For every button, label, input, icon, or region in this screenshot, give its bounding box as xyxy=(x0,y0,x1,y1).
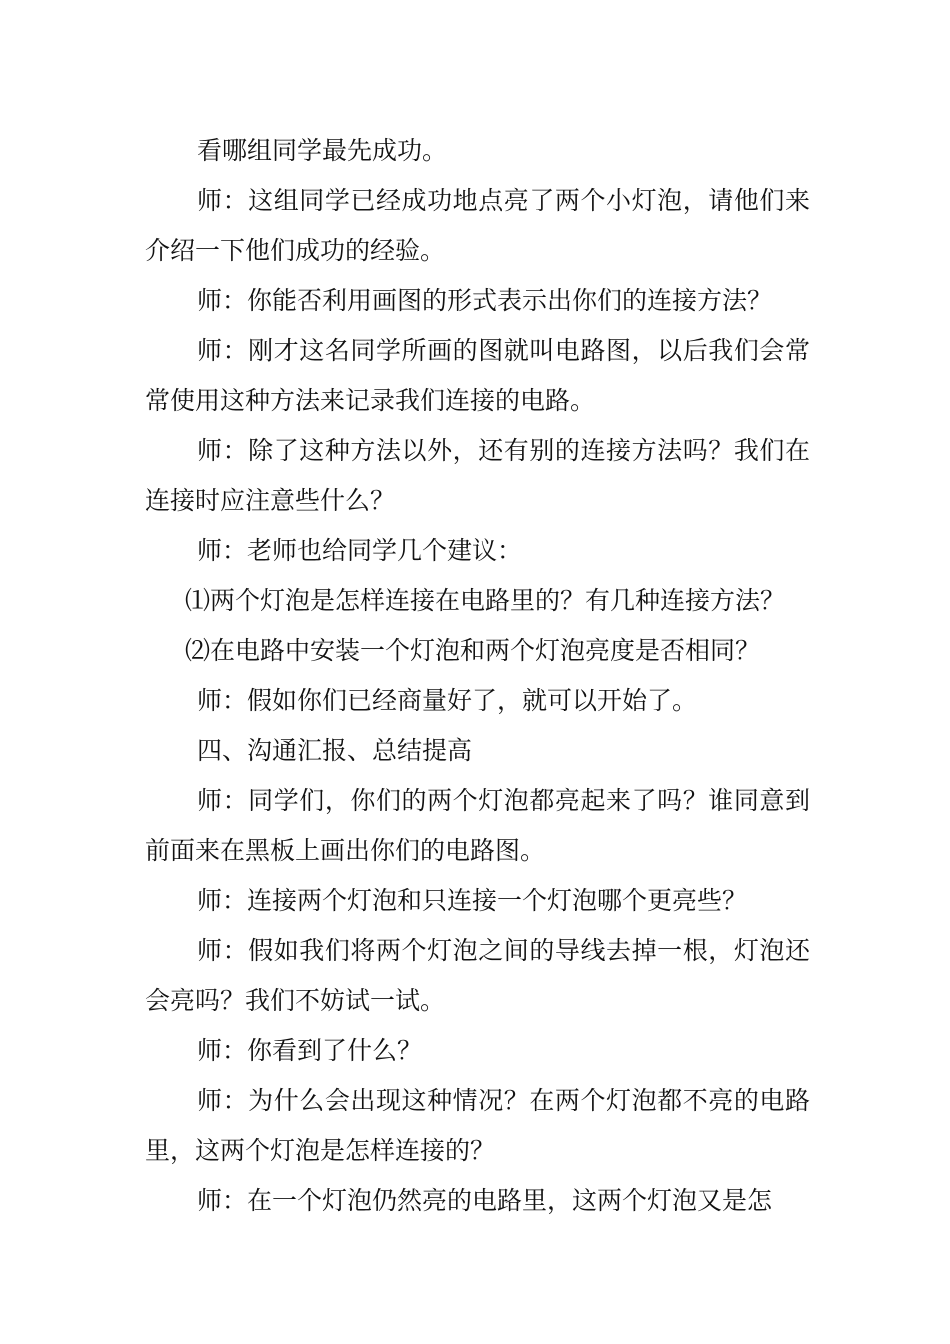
paragraph-13: 师：在一个灯泡仍然亮的电路里，这两个灯泡又是怎 xyxy=(197,1186,773,1215)
paragraph-3: 师：你能否利用画图的形式表示出你们的连接方法？ xyxy=(197,286,773,315)
paragraph-2: 师：这组同学已经成功地点亮了两个小灯泡，请他们来介绍一下他们成功的经验。 xyxy=(145,186,810,265)
document-body xyxy=(145,126,810,1226)
paragraph-8: 师：同学们，你们的两个灯泡都亮起来了吗？谁同意到前面来在黑板上画出你们的电路图。 xyxy=(145,786,810,865)
paragraph-4: 师：刚才这名同学所画的图就叫电路图，以后我们会常常使用这种方法来记录我们连接的电路。 xyxy=(145,336,810,415)
paragraph-7: 师：假如你们已经商量好了，就可以开始了。 xyxy=(197,686,698,715)
paragraph-9: 师：连接两个灯泡和只连接一个灯泡哪个更亮些？ xyxy=(197,886,748,915)
paragraph-11: 师：你看到了什么？ xyxy=(197,1036,423,1065)
list-item-2: ⑵在电路中安装一个灯泡和两个灯泡亮度是否相同？ xyxy=(185,636,761,665)
section-heading: 四、沟通汇报、总结提高 xyxy=(197,736,473,765)
paragraph-1: 看哪组同学最先成功。 xyxy=(197,136,448,165)
paragraph-5: 师：除了这种方法以外，还有别的连接方法吗？我们在连接时应注意些什么？ xyxy=(145,436,810,515)
paragraph-10: 师：假如我们将两个灯泡之间的导线去掉一根，灯泡还会亮吗？我们不妨试一试。 xyxy=(145,936,810,1015)
list-item-1: ⑴两个灯泡是怎样连接在电路里的？有几种连接方法？ xyxy=(185,586,786,615)
paragraph-6: 师：老师也给同学几个建议： xyxy=(197,536,523,565)
paragraph-12: 师：为什么会出现这种情况？在两个灯泡都不亮的电路里，这两个灯泡是怎样连接的？ xyxy=(145,1086,810,1165)
